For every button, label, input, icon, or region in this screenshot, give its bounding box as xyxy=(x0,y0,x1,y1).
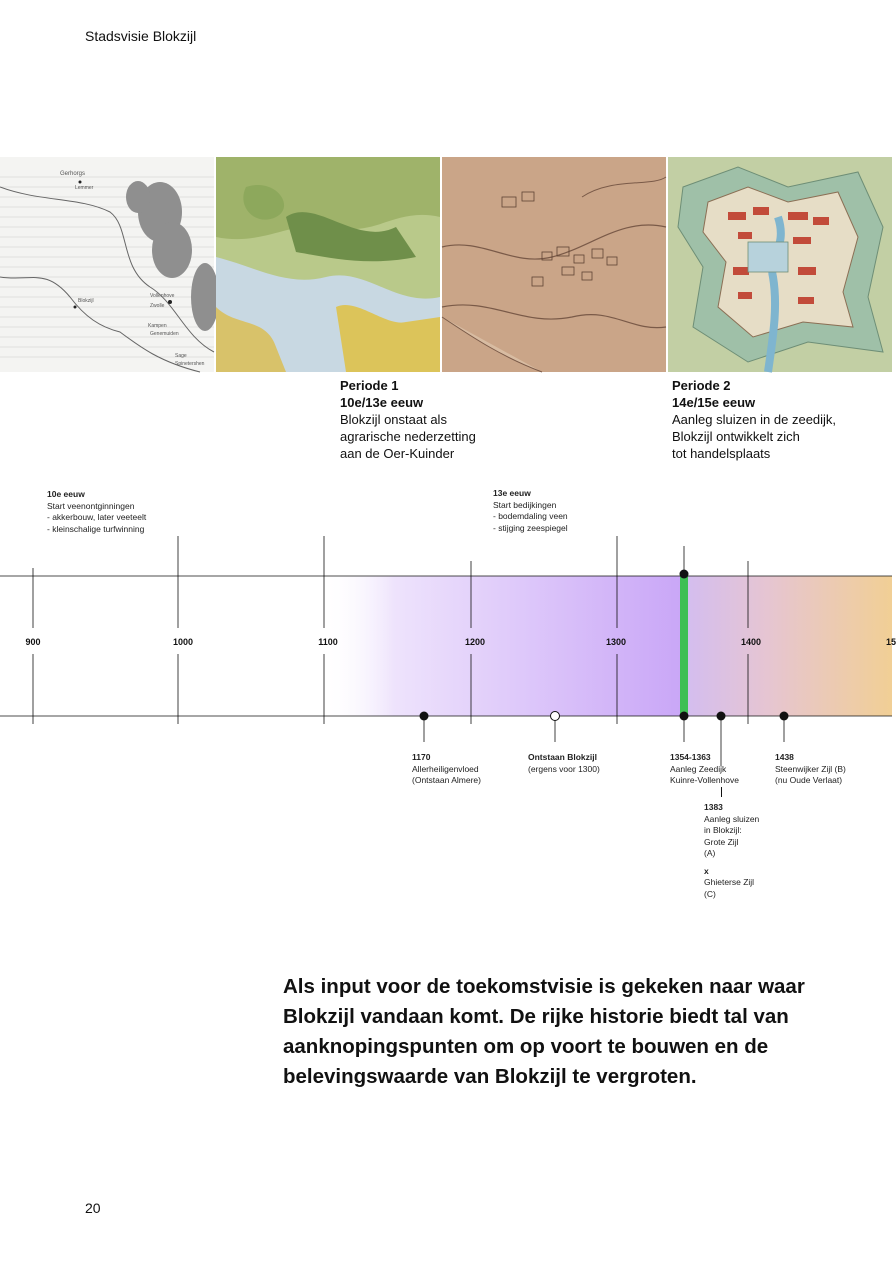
fortress-plan-image xyxy=(668,157,892,372)
event-line: Kuinre-Vollenhove xyxy=(670,775,739,785)
event-title: 1438 xyxy=(775,752,794,762)
event-line: Aanleg sluizen xyxy=(704,813,760,824)
event-dot-1383 xyxy=(717,712,726,721)
year-label-1200: 1200 xyxy=(464,637,486,647)
event-1170 xyxy=(412,752,481,787)
note-line: - akkerbouw, later veeteelt xyxy=(47,512,147,522)
event-1383-divider xyxy=(721,787,722,797)
event-1354-1363 xyxy=(670,752,739,787)
note-title: 13e eeuw xyxy=(493,488,531,498)
year-label-1100: 1100 xyxy=(318,637,338,647)
timeline-graphic xyxy=(0,530,892,730)
event-title: Ontstaan Blokzijl xyxy=(528,752,597,762)
period-2-title: Periode 2 xyxy=(672,378,731,393)
event-line: (A) xyxy=(704,848,716,858)
period-2-line: Aanleg sluizen in de zeedijk, xyxy=(672,412,837,427)
svg-text:Vollenhove: Vollenhove xyxy=(150,293,175,299)
event-title: 1170 xyxy=(412,752,431,762)
event-dot-1354 xyxy=(680,712,689,721)
historical-map-color-image xyxy=(216,157,440,372)
event-dot-1170 xyxy=(420,712,429,721)
event-line: (ergens voor 1300) xyxy=(528,763,600,774)
event-dot-1438 xyxy=(780,712,789,721)
historical-map-bw-image xyxy=(0,157,214,372)
intro-statement: Als input voor de toekomstvisie is gekeken naar waar Blokzijl vandaan komt. De rijke historie biedt tal van aanknopingspunten om op voort te bouwen en de belevingswaarde van Blokzijl te vergroten. xyxy=(283,975,805,1088)
page-header: Stadsvisie Blokzijl xyxy=(85,28,197,44)
year-label-900: 900 xyxy=(25,637,41,647)
period-2-subtitle: 14e/15e eeuw xyxy=(672,395,756,410)
period-1-line: Blokzijl onstaat als xyxy=(340,412,447,427)
svg-text:Lemmer: Lemmer xyxy=(75,185,94,191)
note-13e-eeuw xyxy=(493,488,568,534)
period-1-line: agrarische nederzetting xyxy=(340,429,476,444)
year-label-1300: 1300 xyxy=(605,637,627,647)
event-line: (Ontstaan Almere) xyxy=(412,775,481,785)
note-10e-eeuw xyxy=(47,489,146,535)
note-line: - kleinschalige turfwinning xyxy=(47,523,145,534)
event-line: (nu Oude Verlaat) xyxy=(775,775,843,785)
note-title: 10e eeuw xyxy=(47,489,85,499)
period-1-band xyxy=(322,576,684,716)
event-title: 1354-1363 xyxy=(670,752,711,762)
zeedijk-marker xyxy=(680,576,688,716)
svg-text:Spinetershen: Spinetershen xyxy=(175,361,205,367)
svg-text:Gerhorgs: Gerhorgs xyxy=(60,171,86,177)
event-1438 xyxy=(775,752,846,787)
period-2-block xyxy=(672,377,836,462)
event-line: (C) xyxy=(704,888,716,899)
year-label-1000: 1000 xyxy=(172,637,194,647)
event-ontstaan-blokzijl xyxy=(528,752,600,775)
event-line: Ghieterse Zijl xyxy=(704,877,755,887)
svg-text:Kampen: Kampen xyxy=(148,323,167,329)
svg-text:Genemuiden: Genemuiden xyxy=(150,331,179,337)
period-1-block xyxy=(340,377,476,462)
event-line: Allerheiligenvloed xyxy=(412,763,479,774)
svg-text:Sage: Sage xyxy=(175,353,187,359)
year-label-1500: 15 xyxy=(886,637,896,647)
note-line: - bodemdaling veen xyxy=(493,511,568,521)
page-number: 20 xyxy=(85,1200,101,1216)
event-title: 1383 xyxy=(704,802,723,812)
historical-drawing-image xyxy=(442,157,666,372)
period-2-line: Blokzijl ontwikkelt zich xyxy=(672,429,800,444)
event-line: Grote Zijl xyxy=(704,836,739,847)
event-line: in Blokzijl: xyxy=(704,825,742,835)
svg-text:Blokzijl: Blokzijl xyxy=(78,298,94,304)
period-2-band xyxy=(684,576,892,716)
event-line: Steenwijker Zijl (B) xyxy=(775,763,846,774)
note-line: Start bedijkingen xyxy=(493,499,557,510)
event-dot-ontstaan xyxy=(551,712,560,721)
event-1383 xyxy=(704,802,759,900)
period-2-line: tot handelsplaats xyxy=(672,446,771,461)
period-1-subtitle: 10e/13e eeuw xyxy=(340,395,424,410)
event-title: x xyxy=(704,865,709,876)
svg-text:Zwolle: Zwolle xyxy=(150,303,165,309)
event-line: Aanleg Zeedijk xyxy=(670,763,727,774)
period-1-title: Periode 1 xyxy=(340,378,399,393)
period-1-line: aan de Oer-Kuinder xyxy=(340,446,455,461)
year-label-1400: 1400 xyxy=(740,637,762,647)
note-line: Start veenontginningen xyxy=(47,500,135,511)
note-line: - stijging zeespiegel xyxy=(493,522,568,533)
event-dot xyxy=(680,570,689,579)
